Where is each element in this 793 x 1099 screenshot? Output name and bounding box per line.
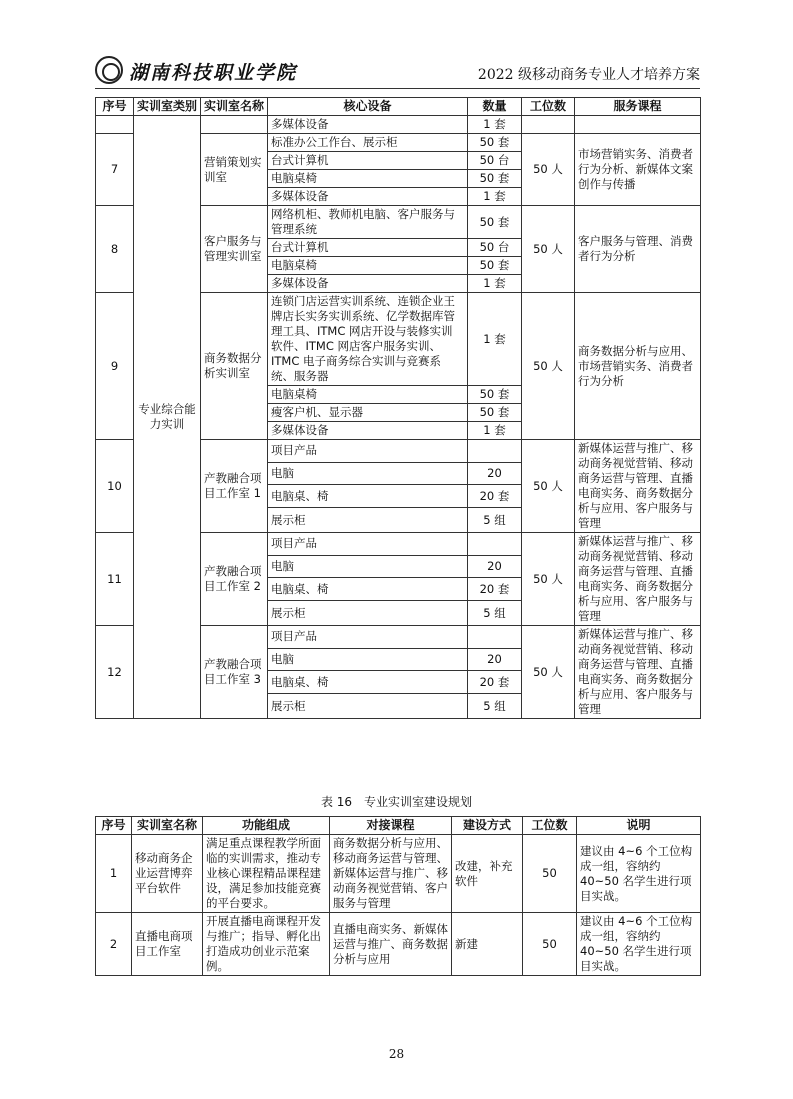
cell-equipment: 网络机柜、教师机电脑、客户服务与管理系统 [268,206,468,239]
cell-qty [468,533,522,556]
cell-courses: 新媒体运营与推广、移动商务视觉营销、移动商务运营与管理、直播电商实务、商务数据分析与应用、客户服务与管理 [575,626,701,719]
cell-qty: 1 套 [468,116,522,134]
page-header [95,56,700,86]
cell-qty: 50 套 [468,170,522,188]
cell-seats: 50 人 [522,440,575,533]
cell-equipment: 电脑 [268,555,468,578]
table-row [96,913,701,976]
cell-equipment: 电脑桌、椅 [268,671,468,694]
table-header-row [96,98,701,116]
cell-function: 满足重点课程教学所面临的实训需求，推动专业核心课程精品课程建设，满足参加技能竞赛的平台要求。 [203,835,330,913]
cell-qty: 20 [468,462,522,485]
cell-function: 开展直播电商课程开发与推广；指导、孵化出打造成功创业示范案例。 [203,913,330,976]
cell-equipment: 电脑桌、椅 [268,578,468,601]
cell-qty: 20 套 [468,671,522,694]
cell-equipment: 电脑桌椅 [268,386,468,404]
col-header: 核心设备 [268,98,468,116]
cell-equipment: 电脑桌、椅 [268,485,468,508]
cell-seats: 50 [523,835,577,913]
cell-no: 12 [96,626,134,719]
cell-category: 专业综合能力实训 [134,116,201,719]
cell-equipment: 连锁门店运营实训系统、连锁企业王牌店长实务实训系统、亿学数据库管理工具、ITMC 网店开设与装修实训软件、ITMC 网店客户服务实训、ITMC 电子商务综合实训与竞赛系统、服务器 [268,293,468,386]
cell-equipment: 多媒体设备 [268,116,468,134]
cell-name: 移动商务企业运营博弈平台软件 [132,835,203,913]
school-logo-icon [95,56,123,84]
cell-courses: 新媒体运营与推广、移动商务视觉营销、移动商务运营与管理、直播电商实务、商务数据分析与应用、客户服务与管理 [575,440,701,533]
cell-name [201,116,268,134]
cell-qty: 1 套 [468,422,522,440]
cell-equipment: 展示柜 [268,508,468,533]
cell-equipment: 项目产品 [268,533,468,556]
cell-method: 新建 [452,913,523,976]
cell-courses: 商务数据分析与应用、市场营销实务、消费者行为分析 [575,293,701,440]
school-name: 湖南科技职业学院 [129,62,298,84]
cell-qty [468,626,522,649]
table-row [96,835,701,913]
col-header: 实训室名称 [132,817,203,835]
cell-no: 9 [96,293,134,440]
cell-qty: 50 套 [468,134,522,152]
cell-note: 建议由 4~6 个工位构成一组，容纳约 40~50 名学生进行项目实战。 [577,913,701,976]
col-header: 工位数 [523,817,577,835]
cell-equipment: 项目产品 [268,440,468,463]
cell-name: 直播电商项目工作室 [132,913,203,976]
cell-qty: 50 套 [468,206,522,239]
table-header-row [96,817,701,835]
document-title: 2022 级移动商务专业人才培养方案 [477,67,700,83]
col-header: 实训室名称 [201,98,268,116]
cell-method: 改建，补充软件 [452,835,523,913]
cell-qty: 1 套 [468,275,522,293]
cell-qty: 20 [468,555,522,578]
cell-equipment: 多媒体设备 [268,275,468,293]
cell-qty: 50 套 [468,386,522,404]
col-header: 序号 [96,817,132,835]
table-caption: 表 16 专业实训室建设规划 [320,795,473,809]
header-divider [95,88,700,89]
cell-qty: 50 套 [468,257,522,275]
cell-no: 2 [96,913,132,976]
cell-no: 10 [96,440,134,533]
cell-seats [522,116,575,134]
cell-equipment: 台式计算机 [268,239,468,257]
col-header: 数量 [468,98,522,116]
col-header: 服务课程 [575,98,701,116]
cell-no [96,116,134,134]
cell-equipment: 瘦客户机、显示器 [268,404,468,422]
cell-equipment: 项目产品 [268,626,468,649]
cell-qty: 20 套 [468,578,522,601]
cell-equipment: 多媒体设备 [268,188,468,206]
lab-construction-plan-table [95,816,701,976]
col-header: 功能组成 [203,817,330,835]
lab-equipment-table [95,97,701,719]
cell-note: 建议由 4~6 个工位构成一组，容纳约 40~50 名学生进行项目实战。 [577,835,701,913]
cell-courses: 直播电商实务、新媒体运营与推广、商务数据分析与应用 [330,913,452,976]
cell-qty: 20 [468,648,522,671]
col-header: 序号 [96,98,134,116]
cell-qty: 1 套 [468,188,522,206]
cell-qty: 20 套 [468,485,522,508]
cell-qty: 50 台 [468,152,522,170]
cell-courses: 客户服务与管理、消费者行为分析 [575,206,701,293]
cell-courses: 市场营销实务、消费者行为分析、新媒体文案创作与传播 [575,134,701,206]
page-number: 28 [388,1047,405,1061]
cell-seats: 50 人 [522,533,575,626]
cell-equipment: 电脑桌椅 [268,170,468,188]
cell-qty: 50 套 [468,404,522,422]
cell-no: 7 [96,134,134,206]
cell-name: 产教融合项目工作室 2 [201,533,268,626]
cell-courses: 新媒体运营与推广、移动商务视觉营销、移动商务运营与管理、直播电商实务、商务数据分析与应用、客户服务与管理 [575,533,701,626]
col-header: 建设方式 [452,817,523,835]
cell-no: 11 [96,533,134,626]
cell-qty [468,440,522,463]
cell-seats: 50 人 [522,293,575,440]
cell-qty: 5 组 [468,694,522,719]
cell-equipment: 展示柜 [268,694,468,719]
cell-seats: 50 [523,913,577,976]
cell-name: 客户服务与管理实训室 [201,206,268,293]
cell-name: 商务数据分析实训室 [201,293,268,440]
cell-equipment: 电脑 [268,648,468,671]
cell-seats: 50 人 [522,134,575,206]
cell-equipment: 标准办公工作台、展示柜 [268,134,468,152]
col-header: 实训室类别 [134,98,201,116]
col-header: 工位数 [522,98,575,116]
cell-qty: 50 台 [468,239,522,257]
cell-equipment: 展示柜 [268,601,468,626]
cell-name: 产教融合项目工作室 3 [201,626,268,719]
cell-equipment: 电脑 [268,462,468,485]
cell-courses [575,116,701,134]
cell-equipment: 台式计算机 [268,152,468,170]
cell-qty: 5 组 [468,601,522,626]
col-header: 对接课程 [330,817,452,835]
cell-name: 产教融合项目工作室 1 [201,440,268,533]
cell-no: 8 [96,206,134,293]
cell-equipment: 多媒体设备 [268,422,468,440]
cell-equipment: 电脑桌椅 [268,257,468,275]
cell-qty: 1 套 [468,293,522,386]
table-row [96,116,701,134]
col-header: 说明 [577,817,701,835]
cell-courses: 商务数据分析与应用、移动商务运营与管理、新媒体运营与推广、移动商务视觉营销、客户服务与管理 [330,835,452,913]
cell-seats: 50 人 [522,206,575,293]
cell-name: 营销策划实训室 [201,134,268,206]
cell-no: 1 [96,835,132,913]
cell-seats: 50 人 [522,626,575,719]
cell-qty: 5 组 [468,508,522,533]
